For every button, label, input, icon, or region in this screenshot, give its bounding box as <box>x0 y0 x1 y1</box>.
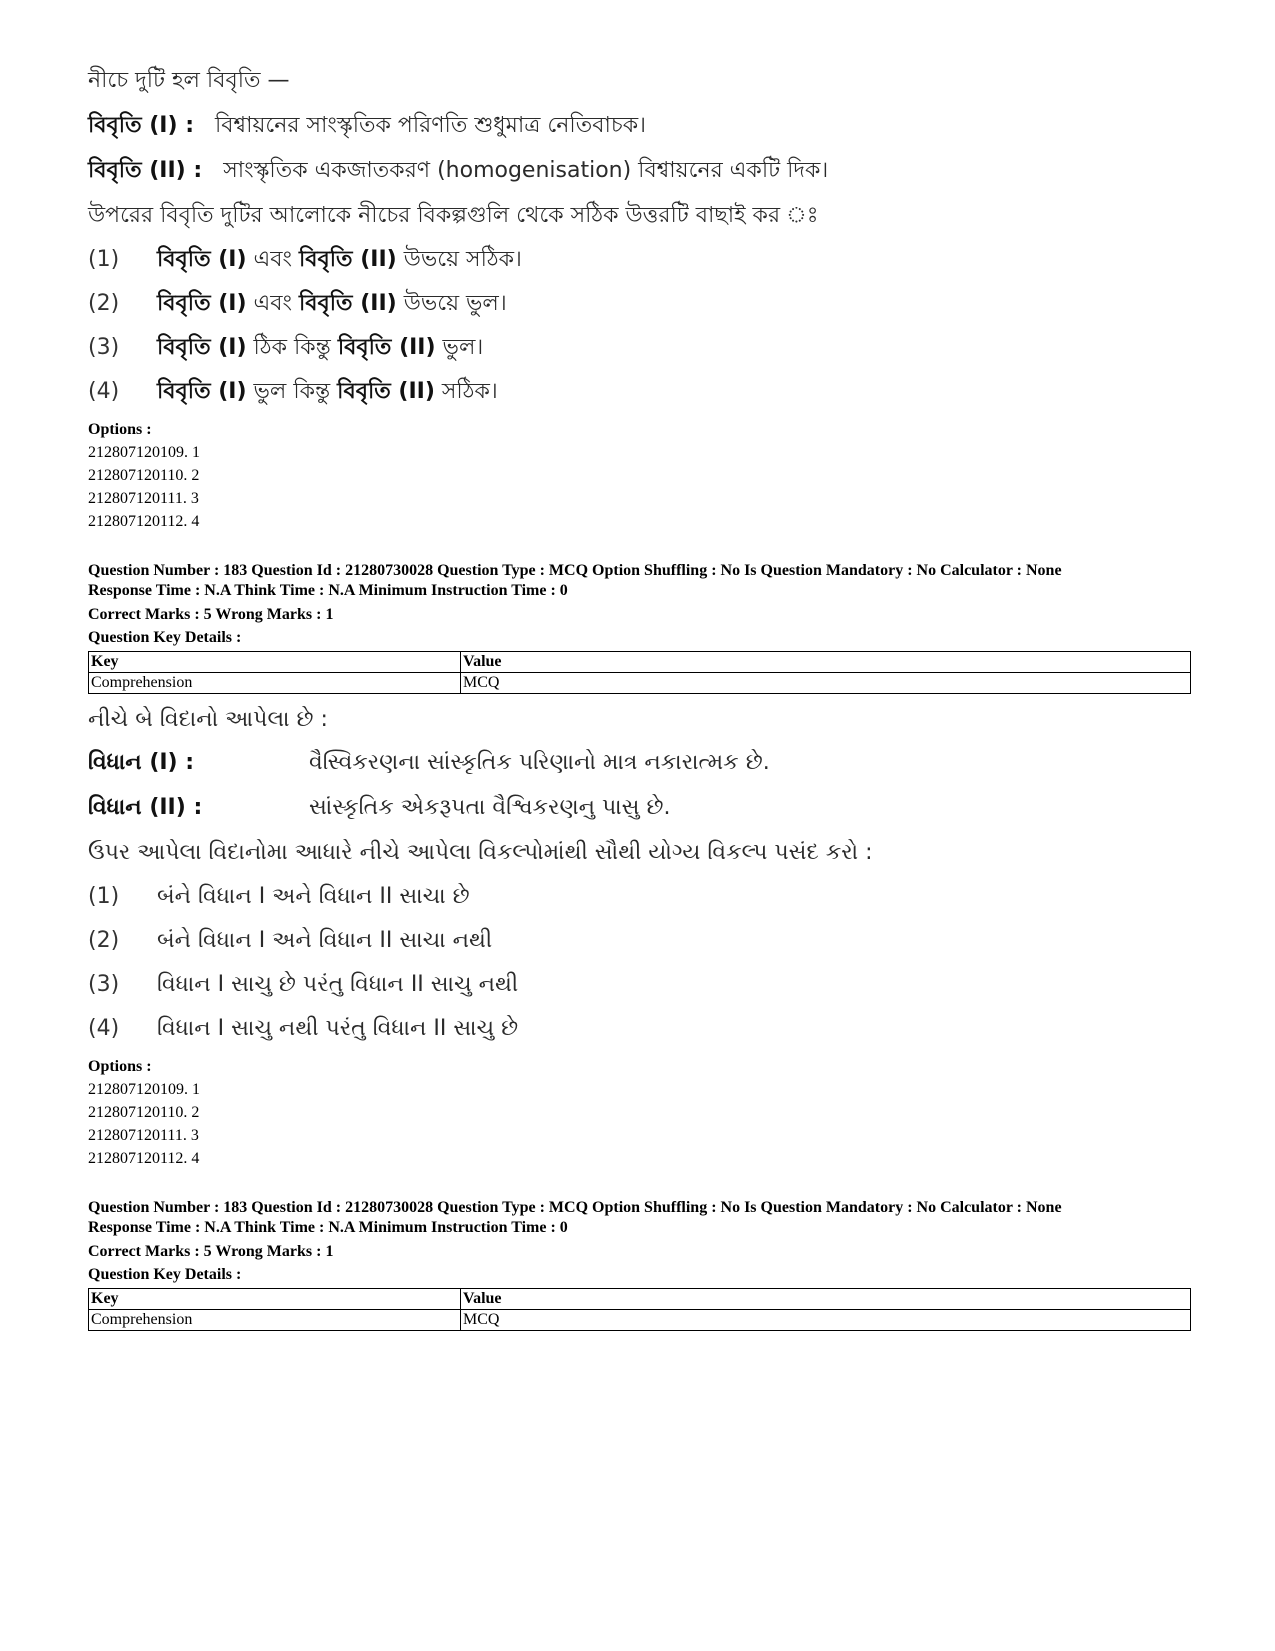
choice-number: (1) <box>88 247 120 272</box>
question-meta-line-2: Response Time : N.A Think Time : N.A Minimum Instruction Time : 0 <box>88 1219 568 1236</box>
question-prompt: ઉપર આપેલા વિદાનોમા આધારે નીચે આપેલા વિકલ્પોમાંથી સૌથી યોગ્ય વિકલ્પ પસંદ કરો : <box>88 840 873 865</box>
key-details-title: Question Key Details : <box>88 629 242 646</box>
question-image-bengali <box>88 58 1188 414</box>
choice-text: વિધાન I સાચુ છે પરંતુ વિધાન II સાચુ નથી <box>157 972 519 997</box>
options-block <box>88 1055 1188 1170</box>
option-item: 212807120112. 4 <box>88 513 200 530</box>
choice-4 <box>88 1007 1188 1051</box>
table-cell: Comprehension <box>89 673 461 694</box>
statement-1-label: વિધાન (I) : <box>88 750 195 775</box>
statement-2-text: સાંસ્કૃતિક એકરૂપતા વૈશ્વિકરણનુ પાસુ છે. <box>309 795 671 820</box>
statement-2-label: વિધાન (II) : <box>88 795 203 820</box>
statement-2 <box>88 785 1188 830</box>
choice-4 <box>88 370 1188 414</box>
question-meta-line-2: Response Time : N.A Think Time : N.A Minimum Instruction Time : 0 <box>88 582 568 599</box>
question-meta-line-1: Question Number : 183 Question Id : 21280730028 Question Type : MCQ Option Shuffling : No Is Question Mandatory : No Calculator : None <box>88 562 1062 579</box>
statement-2-text: সাংস্কৃতিক একজাতকরণ (homogenisation) বিশ্বায়নের একটি দিক। <box>223 158 829 183</box>
table-header-cell: Key <box>89 1289 461 1310</box>
choice-2 <box>88 282 1188 326</box>
marks-line: Correct Marks : 5 Wrong Marks : 1 <box>88 606 334 623</box>
option-item: 212807120111. 3 <box>88 1127 199 1144</box>
choice-stmt-b: বিবৃতি (II) <box>337 379 435 404</box>
statement-1-text: વૈસ્વિકરણના સાંસ્કૃતિક પરિણાનો માત્ર નકારાત્મક છે. <box>309 750 770 775</box>
choice-number: (1) <box>88 884 120 909</box>
choice-stmt-a: বিবৃতি (I) <box>157 335 247 360</box>
table-header-row <box>89 1289 1191 1310</box>
table-header-cell: Value <box>461 1289 1191 1310</box>
statement-2 <box>88 148 1188 193</box>
table-cell: MCQ <box>461 1310 1191 1331</box>
question-image-gujarati <box>88 700 1188 1051</box>
question-prompt: উপরের বিবৃতি দুটির আলোকে নীচের বিকল্পগুলি থেকে সঠিক উত্তরটি বাছাই কর ঃ <box>88 203 819 228</box>
statement-1 <box>88 103 1188 148</box>
choice-number: (2) <box>88 291 120 316</box>
choice-mid: ঠিক কিন্তু <box>246 335 338 360</box>
choice-number: (4) <box>88 1016 120 1041</box>
option-item: 212807120109. 1 <box>88 1081 200 1098</box>
question-intro: নীচে দুটি হল বিবৃতি — <box>88 68 290 93</box>
table-header-row <box>89 652 1191 673</box>
option-item: 212807120110. 2 <box>88 1104 200 1121</box>
choice-end: উভয়ে ভুল। <box>396 291 507 316</box>
table-row <box>89 673 1191 694</box>
key-details-table <box>88 651 1191 694</box>
choice-2 <box>88 919 1188 963</box>
table-cell: MCQ <box>461 673 1191 694</box>
option-item: 212807120109. 1 <box>88 444 200 461</box>
choice-stmt-a: বিবৃতি (I) <box>157 247 247 272</box>
question-meta <box>88 561 1188 694</box>
choice-mid: এবং <box>246 247 299 272</box>
question-meta <box>88 1198 1188 1331</box>
choice-mid: এবং <box>246 291 299 316</box>
choice-end: সঠিক। <box>434 379 498 404</box>
choice-number: (3) <box>88 335 120 360</box>
question-meta-line-1: Question Number : 183 Question Id : 21280730028 Question Type : MCQ Option Shuffling : No Is Question Mandatory : No Calculator : None <box>88 1199 1062 1216</box>
statement-1-label: বিবৃতি (I) : <box>88 113 194 138</box>
choice-number: (4) <box>88 379 120 404</box>
choice-1 <box>88 875 1188 919</box>
option-item: 212807120112. 4 <box>88 1150 200 1167</box>
options-block <box>88 418 1188 533</box>
question-intro: નીચે બે વિદાનો આપેલા છે : <box>88 707 328 732</box>
choice-end: উভয়ে সঠিক। <box>396 247 522 272</box>
marks-line: Correct Marks : 5 Wrong Marks : 1 <box>88 1243 334 1260</box>
options-title: Options : <box>88 421 152 438</box>
table-header-cell: Value <box>461 652 1191 673</box>
choice-1 <box>88 238 1188 282</box>
statement-1-text: বিশ্বায়নের সাংস্কৃতিক পরিণতি শুধুমাত্র নেতিবাচক। <box>215 113 646 138</box>
table-row <box>89 1310 1191 1331</box>
statement-1 <box>88 740 1188 785</box>
choice-text: બંને વિધાન I અને વિધાન II સાચા છે <box>157 884 470 909</box>
table-cell: Comprehension <box>89 1310 461 1331</box>
choice-number: (2) <box>88 928 120 953</box>
choice-text: વિધાન I સાચુ નથી પરંતુ વિધાન II સાચુ છે <box>157 1016 519 1041</box>
choice-number: (3) <box>88 972 120 997</box>
key-details-table <box>88 1288 1191 1331</box>
choice-stmt-b: বিবৃতি (II) <box>298 247 397 272</box>
choice-stmt-b: বিবৃতি (II) <box>337 335 436 360</box>
choice-stmt-a: বিবৃতি (I) <box>157 291 247 316</box>
table-header-cell: Key <box>89 652 461 673</box>
choice-3 <box>88 326 1188 370</box>
options-title: Options : <box>88 1058 152 1075</box>
statement-2-label: বিবৃতি (II) : <box>88 158 203 183</box>
key-details-title: Question Key Details : <box>88 1266 242 1283</box>
choice-mid: ভুল কিন্তু <box>246 379 338 404</box>
choice-3 <box>88 963 1188 1007</box>
option-item: 212807120110. 2 <box>88 467 200 484</box>
choice-stmt-a: বিবৃতি (I) <box>157 379 247 404</box>
option-item: 212807120111. 3 <box>88 490 199 507</box>
choice-stmt-b: বিবৃতি (II) <box>298 291 397 316</box>
question-page <box>88 58 1188 1331</box>
choice-text: બંને વિધાન I અને વિધાન II સાચા નથી <box>157 928 493 953</box>
choice-end: ভুল। <box>435 335 484 360</box>
